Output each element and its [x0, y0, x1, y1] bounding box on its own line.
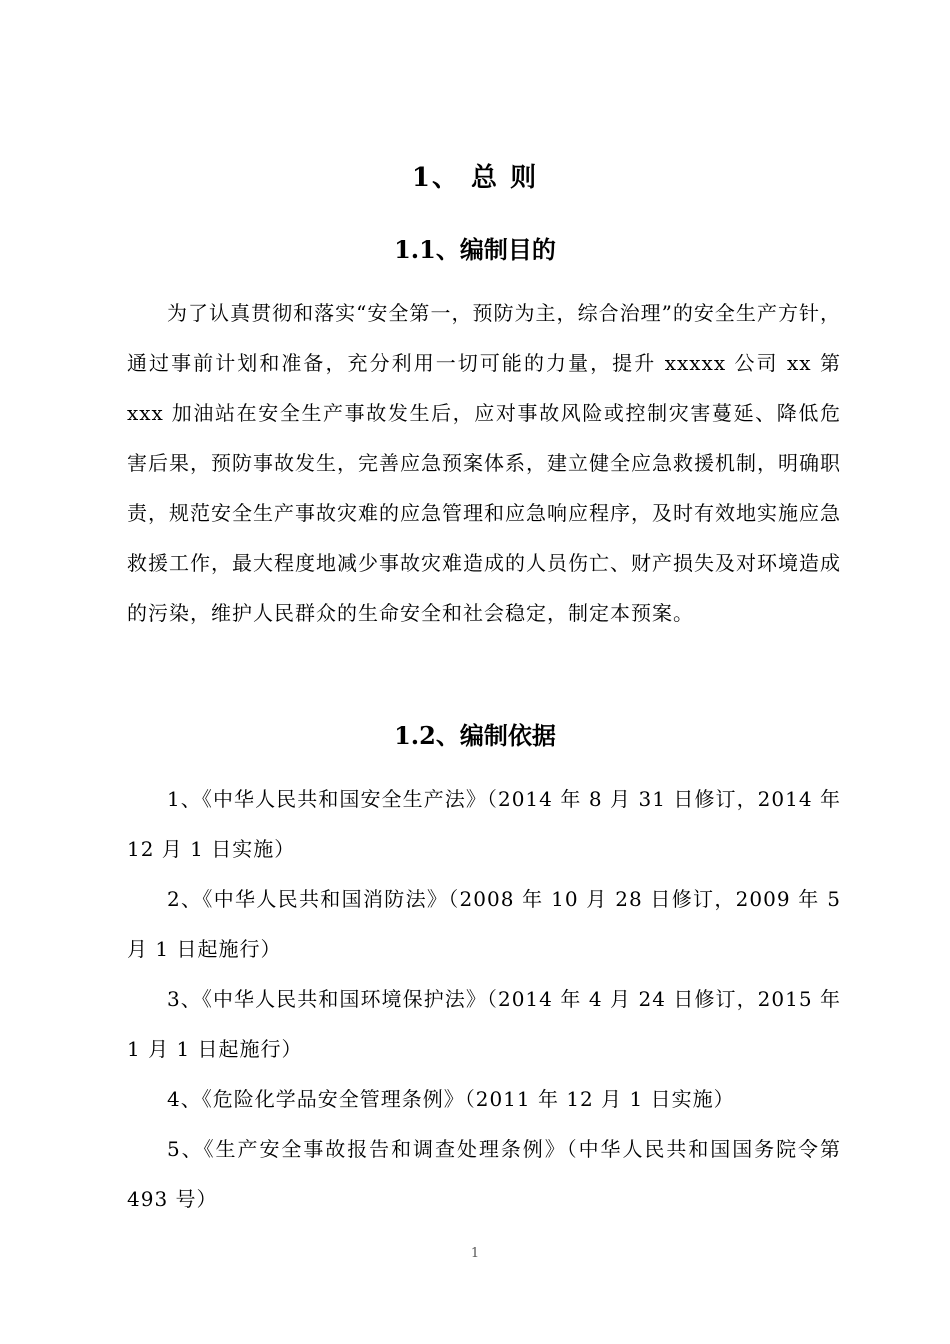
section-heading-purpose: 1.1、编制目的 — [394, 235, 556, 264]
basis-item: 5、《生产安全事故报告和调查处理条例》（中华人民共和国国务院令第 493 号） — [127, 1137, 841, 1211]
purpose-paragraph: 为了认真贯彻和落实“安全第一，预防为主，综合治理”的安全生产方针，通过事前计划和准备，充分利用一切可能的力量，提升 xxxxx 公司 xx 第 xxx 加油站在安全生产事故发生后，应对事故风险或控制灾害蔓延、降低危害后果，预防事故发生，完善应急预案体系，建立健全应急救援机制，明确职责，规范安全生产事故灾难的应急管理和应急响应程序，及时有效地实施应急救援工作，最大程度地减少事故灾难造成的人员伤亡、财产损失及对环境造成的污染，维护人民群众的生命安全和社会稳定，制定本预案。 — [127, 301, 841, 625]
basis-item: 1、《中华人民共和国安全生产法》（2014 年 8 月 31 日修订，2014 年 12 月 1 日实施） — [127, 787, 841, 861]
basis-item: 2、《中华人民共和国消防法》（2008 年 10 月 28 日修订，2009 年 5 月 1 日起施行） — [127, 887, 841, 961]
page-number: 1 — [470, 1246, 480, 1261]
basis-item: 4、《危险化学品安全管理条例》（2011 年 12 月 1 日实施） — [167, 1087, 735, 1111]
chapter-title: 1、 总 则 — [411, 163, 539, 193]
section-heading-basis: 1.2、编制依据 — [394, 721, 556, 750]
basis-list — [127, 774, 841, 1224]
basis-item: 3、《中华人民共和国环境保护法》（2014 年 4 月 24 日修订，2015 年 1 月 1 日起施行） — [127, 987, 841, 1061]
